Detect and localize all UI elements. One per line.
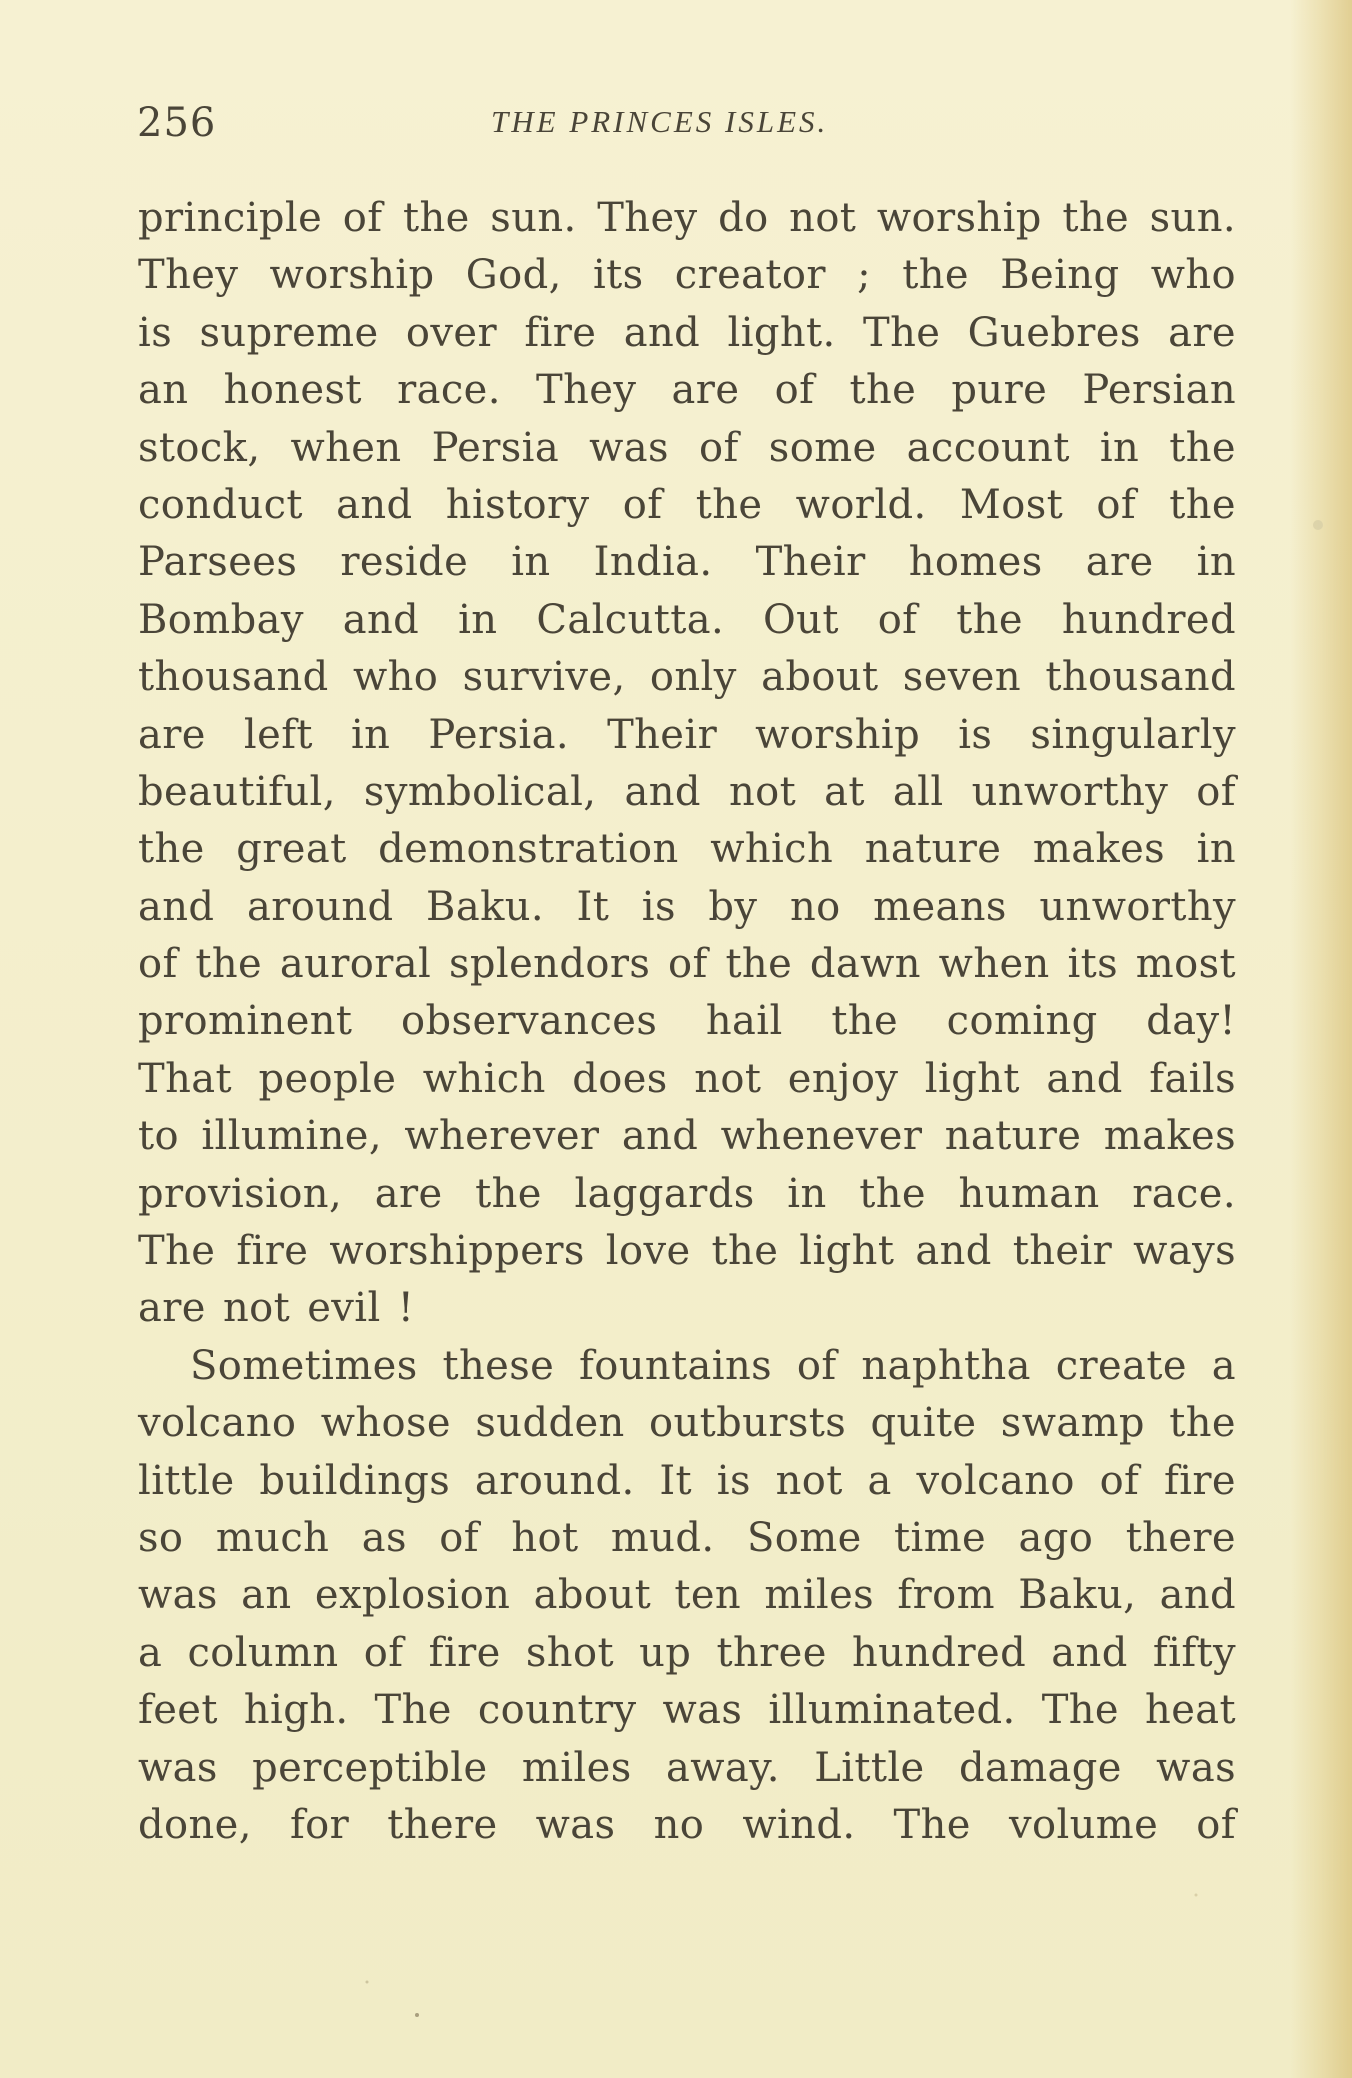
text-line: stock, when Persia was of some account in the xyxy=(138,424,1236,471)
text-line: are not evil ! xyxy=(138,1285,415,1332)
text-line: Sometimes these fountains of naphtha create a xyxy=(190,1342,1236,1389)
paragraph xyxy=(138,190,1236,1338)
text-line: thousand who survive, only about seven thousand xyxy=(138,654,1236,701)
text-line: feet high. The country was illuminated. The heat xyxy=(138,1687,1236,1734)
text-line: so much as of hot mud. Some time ago there xyxy=(138,1514,1236,1561)
text-line: was perceptible miles away. Little damage was xyxy=(138,1744,1236,1791)
text-line: a column of fire shot up three hundred and fifty xyxy=(138,1629,1236,1676)
text-line: That people which does not enjoy light and fails xyxy=(138,1055,1236,1102)
text-line: Bombay and in Calcutta. Out of the hundred xyxy=(138,596,1236,643)
text-line: volcano whose sudden outbursts quite swamp the xyxy=(138,1400,1236,1447)
text-line: done, for there was no wind. The volume of xyxy=(138,1801,1236,1848)
body-text xyxy=(138,190,1236,1854)
text-line: are left in Persia. Their worship is singularly xyxy=(138,711,1236,758)
text-line: Parsees reside in India. Their homes are in xyxy=(138,539,1236,586)
text-line: is supreme over fire and light. The Guebres are xyxy=(138,309,1236,356)
running-head xyxy=(137,100,1237,160)
text-line: beautiful, symbolical, and not at all unworthy of xyxy=(138,768,1236,815)
text-line: an honest race. They are of the pure Persian xyxy=(138,367,1236,414)
text-line: little buildings around. It is not a volcano of fire xyxy=(138,1457,1236,1504)
page-number: 256 xyxy=(137,100,217,146)
text-line: principle of the sun. They do not worship the sun. xyxy=(138,195,1236,241)
text-line: of the auroral splendors of the dawn when its most xyxy=(138,941,1236,988)
paragraph xyxy=(138,1338,1236,1855)
text-line: The fire worshippers love the light and their ways xyxy=(138,1228,1236,1275)
text-line: prominent observances hail the coming day! xyxy=(138,998,1236,1045)
text-line: conduct and history of the world. Most of the xyxy=(138,481,1236,528)
text-line: the great demonstration which nature makes in xyxy=(138,826,1236,873)
text-line: was an explosion about ten miles from Baku, and xyxy=(138,1572,1236,1619)
text-line: They worship God, its creator ; the Being who xyxy=(138,252,1236,299)
text-line: to illumine, wherever and whenever nature makes xyxy=(138,1113,1236,1160)
running-title: THE PRINCES ISLES. xyxy=(491,104,829,139)
text-line: and around Baku. It is by no means unworthy xyxy=(138,883,1236,930)
text-line: provision, are the laggards in the human race. xyxy=(138,1170,1236,1217)
